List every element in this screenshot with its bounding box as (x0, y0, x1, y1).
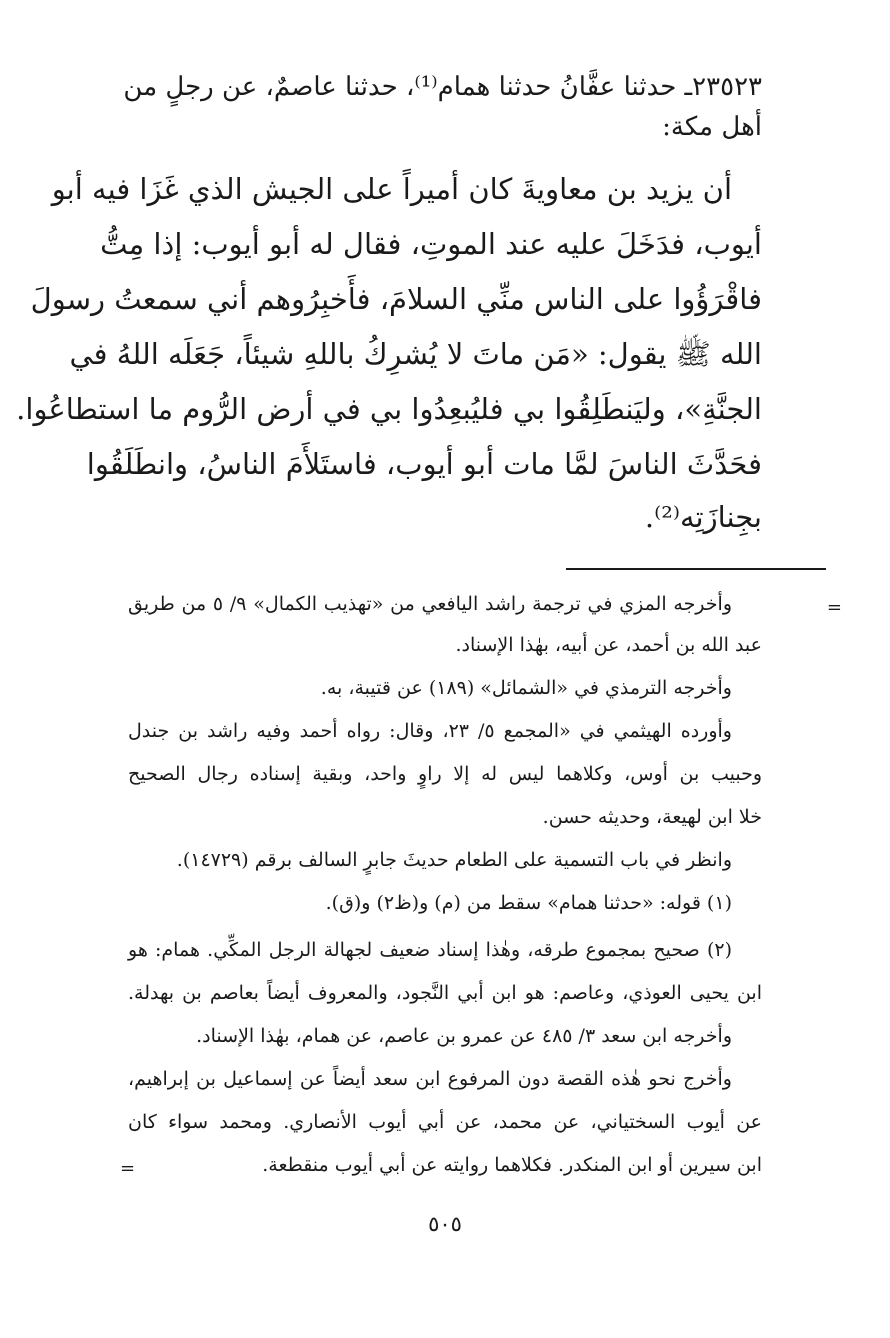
book-page: ٢٣٥٢٣ـ حدثنا عفَّانُ حدثنا همام⁽¹⁾، حدثنا عاصمٌ، عن رجلٍ من أهل مكة: أن يزيد بن معاويةَ كان أميراً على الجيش الذي غَزَا فيه أبو أيوب، فدَخَلَ عليه عند الموتِ، فقال له أبو أيوب: إذا مِتُّ فاقْرَؤُوا على الناس منِّي السلامَ، فأَخبِرُوهم أني سمعتُ رسولَ الله ﷺ يقول: «مَن ماتَ لا يُشرِكُ باللهِ شيئاً، جَعَلَه اللهُ في الجنَّةِ»، وليَنطَلِقُوا بي فليُبعِدُوا بي في أرض الرُّوم ما استطاعُوا. فحَدَّثَ الناسَ لمَّا مات أبو أيوب، فاستَلأَمَ الناسُ، وانطَلَقُوا بجِنازَتِه⁽²⁾. = وأخرجه المزي في ترجمة راشد اليافعي من «تهذيب الكمال» ٩/ ٥ من طريق عبد الله بن أحمد، عن أبيه، بهٰذا الإسناد. وأخرجه الترمذي في «الشمائل» (١٨٩) عن قتيبة، به. وأورده الهيثمي في «المجمع ٥/ ٢٣، وقال: رواه أحمد وفيه راشد بن جندل وحبيب بن أوس، وكلاهما ليس له إلا راوٍ واحد، وبقية إسناده رجال الصحيح خلا ابن لهيعة، وحديثه حسن. وانظر في باب التسمية على الطعام حديثَ جابرٍ السالف برقم (١٤٧٢٩). (١) قوله: «حدثنا همام» سقط من (م) و(ظ٢) و(ق). (٢) صحيح بمجموع طرقه، وهٰذا إسناد ضعيف لجهالة الرجل المكِّي. همام: هو ابن يحيى العوذي، وعاصم: هو ابن أبي النَّجود، والمعروف أيضاً بعاصم بن بهدلة. وأخرجه ابن سعد ٣/ ٤٨٥ عن عمرو بن عاصم، عن همام، بهٰذا الإسناد. وأخرج نحو هٰذه القصة دون المرفوع ابن سعد أيضاً عن إسماعيل بن إبراهيم، عن أيوب السختياني، عن محمد، عن أبي أيوب الأنصاري. ومحمد سواء كان ابن سيرين أو ابن المنكدر. فكلاهما روايته عن أبي أيوب منقطعة. = ٥٠٥ (0, 0, 890, 1338)
footnote-separator (566, 568, 826, 570)
footnote-continuation-mark-start: = (826, 597, 842, 618)
footnote-continuation-mark-end: = (120, 1158, 136, 1179)
page-number: ٥٠٥ (428, 1212, 462, 1236)
